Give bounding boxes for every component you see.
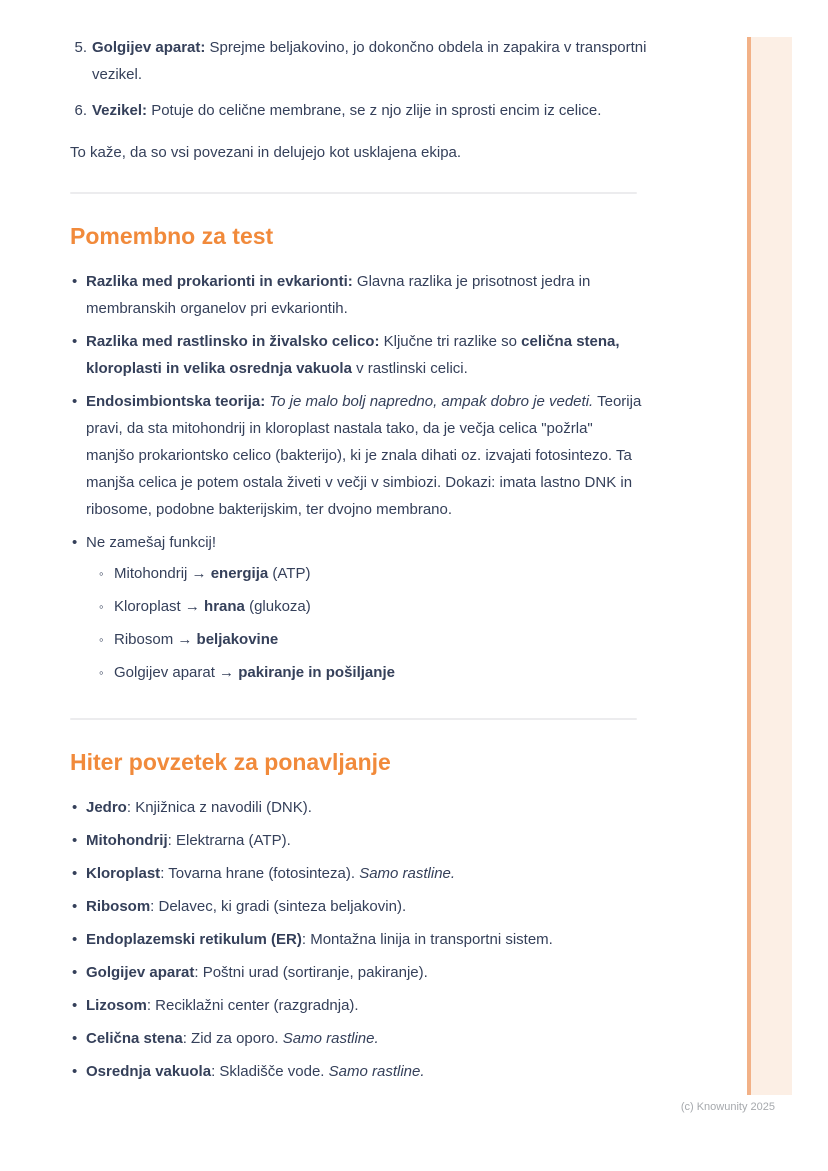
sub-bullet-icon: ◦: [99, 566, 104, 581]
item-number: 6.: [74, 102, 87, 119]
bullet-item: [70, 328, 655, 382]
bullet-text: Jedro: Knjižnica z navodili (DNK).: [86, 799, 312, 816]
sub-bullet-text: Kloroplast → hrana (glukoza): [114, 598, 311, 615]
numbered-item: [70, 34, 655, 88]
bullet-item: [70, 959, 655, 986]
bullet-text: Endoplazemski retikulum (ER): Montažna linija in transportni sistem.: [86, 931, 553, 948]
bullet-icon: •: [72, 931, 78, 948]
item-text: Vezikel: Potuje do celične membrane, se z njo zlije in sprosti encim iz celice.: [92, 102, 602, 119]
section-title-summary: Hiter povzetek za ponavljanje: [70, 749, 391, 775]
bullet-icon: •: [72, 393, 78, 410]
function-sub-list: [86, 560, 655, 686]
sub-bullet-icon: ◦: [99, 665, 104, 680]
bullet-text: Mitohondrij: Elektrarna (ATP).: [86, 832, 291, 849]
bullet-item: [70, 268, 655, 322]
bullet-item: [70, 1058, 655, 1085]
item-number: 5.: [74, 39, 87, 56]
sub-bullet-text: Golgijev aparat → pakiranje in pošiljanje: [114, 664, 395, 681]
bullet-icon: •: [72, 964, 78, 981]
closing-paragraph: To kaže, da so vsi povezani in delujejo kot usklajena ekipa.: [70, 144, 462, 161]
footer-credit: (c) Knowunity 2025: [680, 1101, 775, 1113]
bullet-text: Razlika med rastlinsko in živalsko celico: Ključne tri razlike so celična stena, kloroplasti in velika osrednja vakuola v rastlinski celici.: [86, 333, 620, 377]
numbered-item: [70, 97, 655, 124]
sub-bullet-text: Mitohondrij → energija (ATP): [114, 565, 311, 582]
sub-bullet-item: [86, 593, 655, 620]
bullet-text: Ne zamešaj funkcij!: [86, 534, 217, 551]
bullet-text: Golgijev aparat: Poštni urad (sortiranje, pakiranje).: [86, 964, 428, 981]
section-divider: [70, 192, 637, 194]
bullet-text: Kloroplast: Tovarna hrane (fotosinteza). Samo rastline.: [86, 865, 456, 882]
page-content: [70, 34, 655, 1091]
bullet-icon: •: [72, 273, 78, 290]
item-text: Golgijev aparat: Sprejme beljakovino, jo dokončno obdela in zapakira v transportni vezikel.: [92, 39, 647, 83]
section-divider: [70, 718, 637, 720]
sub-bullet-icon: ◦: [99, 599, 104, 614]
bullet-text: Ribosom: Delavec, ki gradi (sinteza beljakovin).: [86, 898, 407, 915]
section-title-important: Pomembno za test: [70, 223, 274, 249]
bullet-text: Celična stena: Zid za oporo. Samo rastline.: [86, 1030, 379, 1047]
bullet-item: [70, 992, 655, 1019]
bullet-icon: •: [72, 832, 78, 849]
bullet-item: [70, 529, 655, 692]
sub-bullet-item: [86, 659, 655, 686]
bullet-item: [70, 926, 655, 953]
bullet-item: [70, 1025, 655, 1052]
bullet-item: [70, 893, 655, 920]
bullet-icon: •: [72, 997, 78, 1014]
bullet-text: Lizosom: Reciklažni center (razgradnja).: [86, 997, 359, 1014]
bullet-icon: •: [72, 799, 78, 816]
sub-bullet-item: [86, 626, 655, 653]
sub-bullet-icon: ◦: [99, 632, 104, 647]
page-edge-stripe: [747, 37, 792, 1095]
bullet-icon: •: [72, 865, 78, 882]
bullet-text: Osrednja vakuola: Skladišče vode. Samo rastline.: [86, 1063, 425, 1080]
bullet-icon: •: [72, 1063, 78, 1080]
important-list: [70, 268, 655, 692]
bullet-icon: •: [72, 898, 78, 915]
bullet-item: [70, 827, 655, 854]
bullet-item: [70, 860, 655, 887]
sub-bullet-text: Ribosom → beljakovine: [114, 631, 279, 648]
bullet-icon: •: [72, 1030, 78, 1047]
bullet-item: [70, 794, 655, 821]
numbered-list: [70, 34, 655, 124]
bullet-block: [86, 529, 655, 692]
bullet-item: [70, 388, 655, 523]
bullet-text: Razlika med prokarionti in evkarionti: Glavna razlika je prisotnost jedra in membranskih organelov pri evkariontih.: [86, 273, 591, 317]
summary-list: [70, 794, 655, 1085]
sub-bullet-item: [86, 560, 655, 587]
bullet-text: Endosimbiontska teorija: To je malo bolj napredno, ampak dobro je vedeti. Teorija pravi, da sta mitohondrij in kloroplast nastala tako, da je večja celica "požrla" manjšo prokariontsko celico (bakterijo), ki je znala dihati oz. izvajati fotosintezo. Ta manjša celica je potem ostala živeti v večji v simbiozi. Dokazi: imata lastno DNK in ribosome, podobne bakterijskim, ter dvojno membrano.: [86, 393, 642, 518]
bullet-icon: •: [72, 333, 78, 350]
bullet-icon: •: [72, 534, 78, 551]
